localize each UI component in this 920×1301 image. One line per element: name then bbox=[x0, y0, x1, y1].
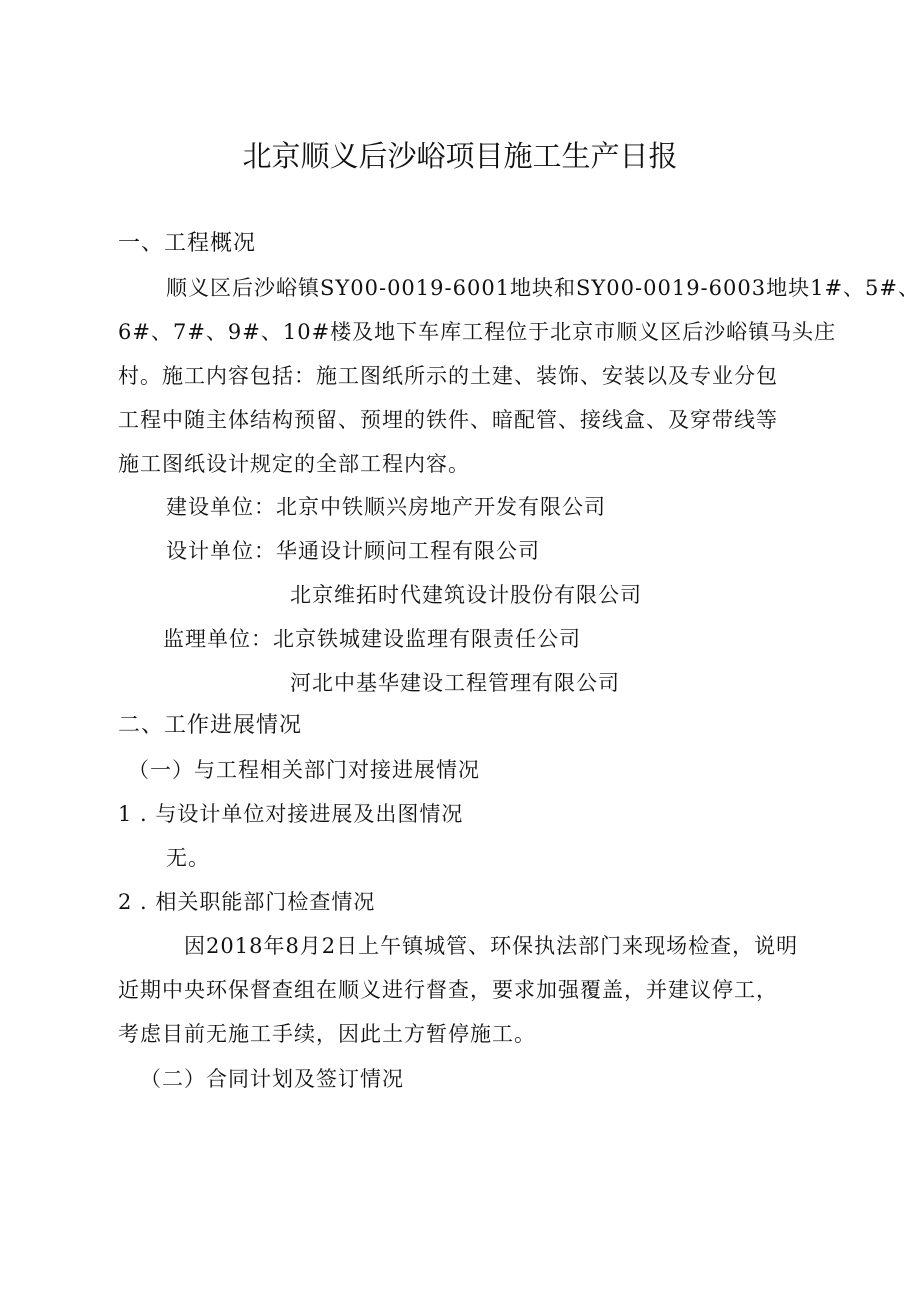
paragraph-line: 村。施工内容包括：施工图纸所示的土建、装饰、安装以及专业分包 bbox=[118, 364, 778, 388]
subsection-heading: （一）与工程相关部门对接进展情况 bbox=[128, 758, 480, 782]
paragraph-line: 近期中央环保督查组在顺义进行督查，要求加强覆盖，并建议停工， bbox=[118, 978, 778, 1002]
paragraph-line: 考虑目前无施工手续，因此土方暂停施工。 bbox=[118, 1022, 536, 1046]
item-heading: 2 . 相关职能部门检查情况 bbox=[118, 890, 376, 914]
paragraph-line: 顺义区后沙峪镇SY00-0019-6001地块和SY00-0019-6003地块1#、5#、 bbox=[166, 276, 920, 300]
item-heading: 1 . 与设计单位对接进展及出图情况 bbox=[118, 802, 464, 826]
subsection-heading: （二）合同计划及签订情况 bbox=[140, 1067, 404, 1091]
paragraph-line: 工程中随主体结构预留、预埋的铁件、暗配管、接线盒、及穿带线等 bbox=[118, 408, 778, 432]
supervision-unit: 监理单位：北京铁城建设监理有限责任公司 bbox=[163, 627, 581, 651]
design-unit-second: 北京维拓时代建筑设计股份有限公司 bbox=[290, 583, 642, 607]
paragraph-line: 施工图纸设计规定的全部工程内容。 bbox=[118, 452, 470, 476]
design-unit: 设计单位：华通设计顾问工程有限公司 bbox=[166, 539, 540, 563]
paragraph-line: 6#、7#、9#、10#楼及地下车库工程位于北京市顺义区后沙峪镇马头庄 bbox=[118, 320, 837, 344]
document-title: 北京顺义后沙峪项目施工生产日报 bbox=[242, 139, 678, 173]
paragraph-line: 因2018年8月2日上午镇城管、环保执法部门来现场检查，说明 bbox=[184, 934, 799, 958]
section-heading-progress: 二、工作进展情况 bbox=[118, 713, 303, 738]
construction-unit: 建设单位：北京中铁顺兴房地产开发有限公司 bbox=[166, 495, 606, 519]
supervision-unit-second: 河北中基华建设工程管理有限公司 bbox=[290, 671, 620, 695]
item-text: 无。 bbox=[166, 846, 210, 870]
section-heading-overview: 一、工程概况 bbox=[118, 231, 257, 256]
